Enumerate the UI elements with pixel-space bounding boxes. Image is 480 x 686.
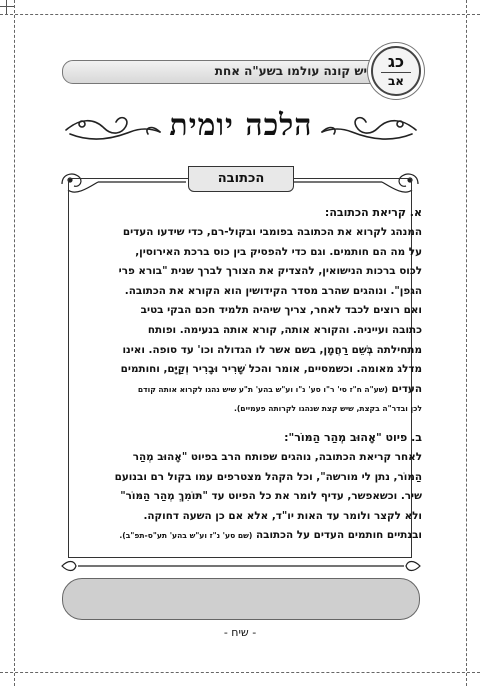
section-tab xyxy=(188,166,294,192)
header-text: יש קונה עולמו בשע"ה אחת xyxy=(214,64,367,78)
paragraph-line: כתובה ועייניה. והקורא אותה, קורא אותה בנעימה. ופותח xyxy=(147,323,422,336)
section-heading: א. קריאת הכתובה: xyxy=(324,206,422,219)
badge-divider xyxy=(381,72,411,73)
source-citation: (שע"ה ח"ז סי' ר"ו סע' נ"ו וע"ש בהע' ת"ע שיש נהגו לקרוא אותה קודם xyxy=(137,384,388,394)
paragraph-line: הגפן". ונוהגים שהרב מסדר הקידושין הוא הקורא את הכתובה. xyxy=(124,284,422,297)
badge-month: אב xyxy=(387,74,405,88)
source-citation: לכן ובדר"ה בקצת, שיש קצת שנהגו לקרותה פעמיים). xyxy=(233,404,422,414)
paragraph-line: הַמּוֹר, נתן לי מורשה", וכל הקהל מצטרפים עמו בקול רם ובנועם xyxy=(114,470,422,483)
footer-box xyxy=(62,578,420,620)
paragraph-line: לאחר קריאת הכתובה, נוהגים שפותח הרב בפיוט "אָהוּב מְהַר xyxy=(132,450,422,463)
paragraph-line: ואם רוצים לכבד לאחר, צריך שיהיה תלמיד חכם הבקי בטיב xyxy=(140,304,422,317)
cut-line-right xyxy=(466,0,467,686)
crop-mark-icon xyxy=(0,0,14,14)
day-badge xyxy=(371,46,421,96)
article-body xyxy=(60,206,422,546)
section-label: הכתובה xyxy=(217,171,265,186)
paragraph-line: המנהג לקרוא את הכתובה בפומבי ובקול-רם, כדי שידעו העדים xyxy=(122,226,422,238)
paragraph-line-with-source xyxy=(60,526,422,546)
page-number: - שיח - xyxy=(223,626,257,639)
badge-day: כג xyxy=(387,52,405,71)
cut-line-left xyxy=(14,0,15,686)
header-bar xyxy=(62,60,386,84)
paragraph-line: על מה הם חותמים. וגם כדי להפסיק בין כוס ברכת האירוסין, xyxy=(135,245,422,258)
cut-line-bottom xyxy=(0,672,480,673)
source-citation-line xyxy=(60,399,422,419)
page-title: הלכה יומית xyxy=(169,108,313,143)
paragraph-text: ובנתיים חותמים העדים על הכתובה xyxy=(256,529,422,542)
bottom-ornament-icon xyxy=(60,560,422,572)
cut-line-top xyxy=(0,14,480,15)
paragraph-line: לכוס ברכות הנישואין, להצדיק את הצורך לברך שנית "בורא פרי xyxy=(118,265,422,278)
section-heading: ב. פיוט "אָהוּב מְהַר הַמּוֹר": xyxy=(284,430,422,444)
paragraph-line: מתחילתה בְּשֵׁם רַחֲמָן, בשם אשר לו הגדולה וכו' עד סופה. ואינו xyxy=(122,343,422,356)
source-citation: (שם סע' נ"ז וע"ש בהע' תע"ס-תפ"ב). xyxy=(119,531,253,541)
title-row xyxy=(60,104,422,152)
paragraph-line: מדלג מאומה. וכשמסיים, אומר והכל שָׁרִיר וּבָרִיר וְקַיָּם, וחותמים xyxy=(120,363,422,376)
paragraph-line-with-source xyxy=(60,380,422,400)
paragraph-line: ולא לקצר ולומר עד האות יו"ד, אלא אם כן השעה דחוקה. xyxy=(143,509,422,522)
paragraph-line: שיר. וכשאפשר, עדיף לומר את כל הפיוט עד "תּוֹמִךְ מְהַר הַמּוֹר" xyxy=(120,490,422,503)
paragraph-text: העדים xyxy=(391,382,422,395)
